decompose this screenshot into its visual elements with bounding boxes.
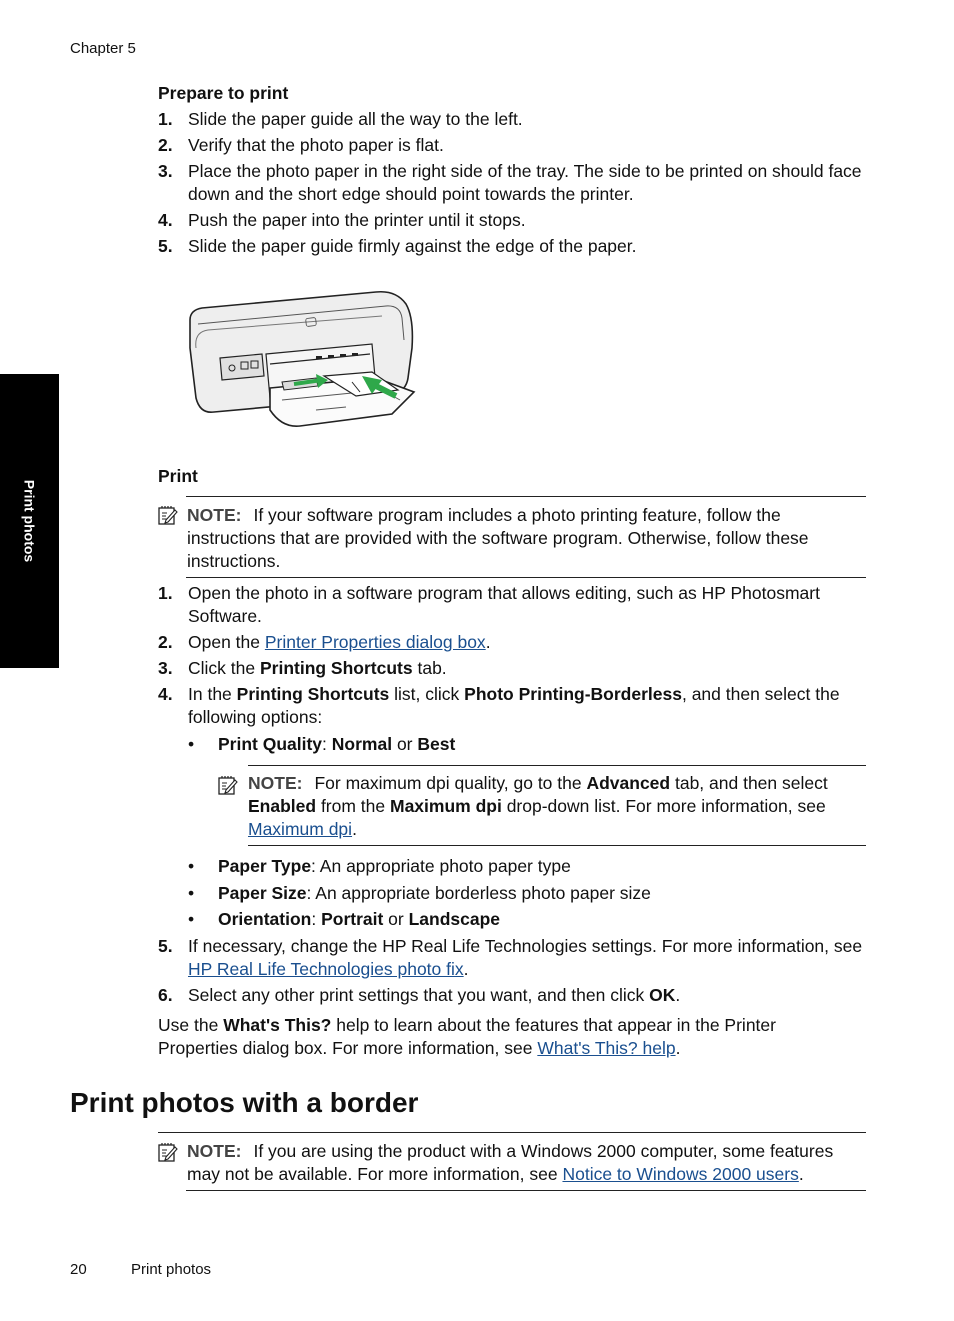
printer-properties-link[interactable]: Printer Properties dialog box: [264, 632, 486, 652]
prepare-section: [158, 82, 868, 258]
note-text: NOTE: For maximum dpi quality, go to the Advanced tab, and then select Enabled from the Maximum dpi drop-down list. For more information, see Maximum dpi.: [248, 773, 828, 839]
footer-section: Print photos: [131, 1261, 212, 1278]
list-item: 5. Slide the paper guide firmly against the edge of the paper.: [158, 236, 637, 256]
section-title: Print photos with a border: [70, 1087, 419, 1118]
page-number: 20: [70, 1261, 87, 1278]
note-rule-top: [186, 496, 866, 497]
option-bullets: [188, 855, 868, 931]
note-rule-top: [248, 765, 866, 766]
note-pad-icon: [218, 775, 238, 795]
list-item: 4. In the Printing Shortcuts list, click Photo Printing-Borderless, and then select the following options:: [158, 684, 840, 727]
windows-2000-link[interactable]: Notice to Windows 2000 users: [562, 1164, 799, 1184]
closing-paragraph: Use the What's This? help to learn about the features that appear in the Printer Properties dialog box. For more information, see What's This? help.: [158, 1015, 776, 1058]
note-pad-icon: [158, 1142, 178, 1162]
note-rule-bottom: [186, 577, 866, 578]
maximum-dpi-link[interactable]: Maximum dpi: [248, 819, 353, 839]
list-item: 3. Place the photo paper in the right side of the tray. The side to be printed on should face down and the short edge should point towards the printer.: [158, 161, 862, 204]
whats-this-link[interactable]: What's This? help: [537, 1038, 676, 1058]
list-item: 4. Push the paper into the printer until it stops.: [158, 210, 526, 230]
note-rule-bottom: [248, 845, 866, 846]
printer-illustration: [186, 288, 418, 434]
list-item: • Orientation: Portrait or Landscape: [188, 909, 501, 929]
print-steps-continued: [158, 935, 868, 1007]
prepare-steps: [158, 108, 868, 258]
list-item: • Paper Size: An appropriate borderless photo paper size: [188, 883, 651, 903]
bullet-print-quality: [188, 733, 868, 756]
list-item: 1. Slide the paper guide all the way to the left.: [158, 109, 523, 129]
quality-note: [218, 765, 866, 846]
list-item: 6. Select any other print settings that you want, and then click OK.: [158, 985, 681, 1005]
note-rule-top: [158, 1132, 866, 1133]
real-life-tech-link[interactable]: HP Real Life Technologies photo fix: [188, 959, 464, 979]
note-rule-bottom: [186, 1190, 866, 1191]
note-pad-icon: [158, 505, 178, 525]
print-heading: Print: [158, 466, 198, 486]
list-item: 5. If necessary, change the HP Real Life Technologies settings. For more information, see HP Real Life Technologies photo fix.: [158, 936, 863, 979]
border-note: [158, 1132, 866, 1191]
list-item: 2. Open the Printer Properties dialog box.: [158, 632, 491, 652]
chapter-header: Chapter 5: [70, 40, 136, 57]
list-item: • Print Quality: Normal or Best: [188, 734, 456, 754]
list-item: • Paper Type: An appropriate photo paper type: [188, 856, 571, 876]
side-tab: [0, 374, 59, 668]
note-label: NOTE:: [187, 505, 242, 525]
note-text: NOTE: If you are using the product with a Windows 2000 computer, some features may not be available. For more information, see Notice to Windows 2000 users.: [187, 1141, 834, 1184]
list-item: 2. Verify that the photo paper is flat.: [158, 135, 444, 155]
print-steps: [158, 582, 868, 732]
list-item: 1. Open the photo in a software program that allows editing, such as HP Photosmart Software.: [158, 583, 820, 626]
side-tab-label: Print photos: [21, 479, 38, 563]
note-text: NOTE: If your software program includes a photo printing feature, follow the instructions that are provided with the software program. Otherwise, follow these instructions.: [187, 505, 809, 571]
list-item: 3. Click the Printing Shortcuts tab.: [158, 658, 447, 678]
print-note: [158, 496, 866, 578]
prepare-heading: Prepare to print: [158, 83, 289, 103]
